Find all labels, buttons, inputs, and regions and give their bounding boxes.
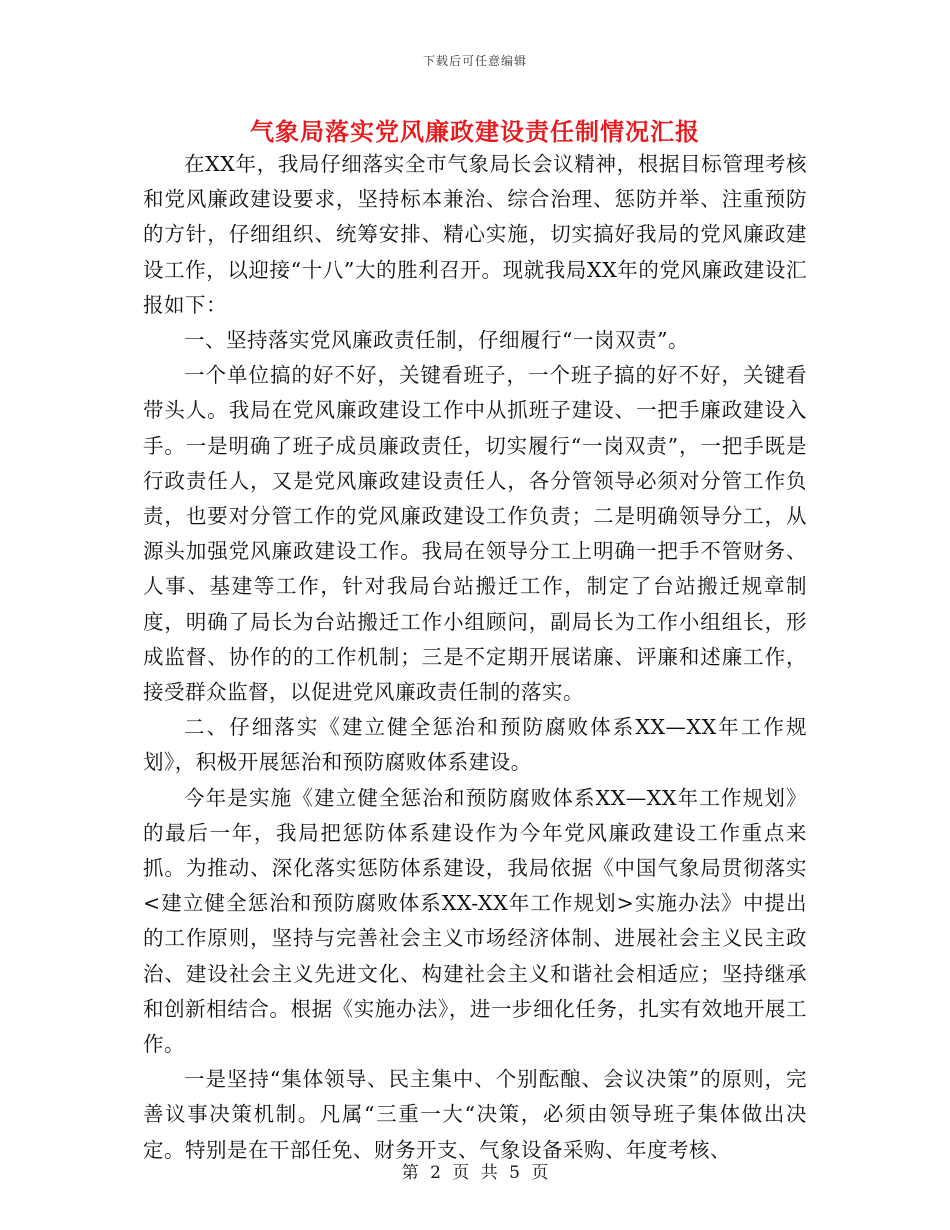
paragraph-intro: 在XX年，我局仔细落实全市气象局长会议精神，根据目标管理考核和党风廉政建设要求，坚持标本兼治、综合治理、惩防并举、注重预防的方针，仔细组织、统筹安排、精心实施，切实搞好我局的党风廉政建设工作，以迎接“十八”大的胜利召开。现就我局XX年的党风廉政建设汇报如下：	[143, 152, 807, 317]
page-number-footer: 第 2 页 共 5 页	[401, 1163, 549, 1183]
paragraph-section-1: 一个单位搞的好不好，关键看班子，一个班子搞的好不好，关键看带头人。我局在党风廉政建设工作中从抓班子建设、一把手廉政建设入手。一是明确了班子成员廉政责任，切实履行“一岗双责”，一把手既是行政责任人，又是党风廉政建设责任人，各分管领导必须对分管工作负责，也要对分管工作的党风廉政建设工作负责；二是明确领导分工，从源头加强党风廉政建设工作。我局在领导分工上明确一把手不管财务、人事、基建等工作，针对我局台站搬迁工作，制定了台站搬迁规章制度，明确了局长为台站搬迁工作小组顾问，副局长为工作小组组长，形成监督、协作的的工作机制；三是不定期开展诺廉、评廉和述廉工作，接受群众监督，以促进党风廉政责任制的落实。	[143, 363, 807, 705]
section-heading-2: 二、仔细落实《建立健全惩治和预防腐败体系XX—XX年工作规划》，积极开展惩治和预防腐败体系建设。	[143, 715, 807, 775]
paragraph-section-2: 今年是实施《建立健全惩治和预防腐败体系XX—XX年工作规划》的最后一年，我局把惩防体系建设作为今年党风廉政建设工作重点来抓。为推动、深化落实惩防体系建设，我局依据《中国气象局贯彻落实<建立健全惩治和预防腐败体系XX-XX年工作规划>实施办法》中提出的工作原则，坚持与完善社会主义市场经济体制、进展社会主义民主政治、建设社会主义先进文化、构建社会主义和谐社会相适应；坚持继承和创新相结合。根据《实施办法》，进一步细化任务，扎实有效地开展工作。	[143, 785, 807, 1057]
section-heading-1: 一、坚持落实党风廉政责任制，仔细履行“一岗双责”。	[184, 328, 689, 353]
header-note: 下载后可任意编辑	[422, 54, 527, 68]
paragraph-section-2-point-1: 一是坚持“集体领导、民主集中、个别酝酿、会议决策”的原则，完善议事决策机制。凡属“三重一大“决策，必须由领导班子集体做出决定。特别是在干部任免、财务开支、气象设备采购、年度考核、	[143, 1067, 807, 1162]
document-title: 气象局落实党风廉政建设责任制情况汇报	[250, 117, 700, 146]
document-body	[143, 147, 807, 1168]
